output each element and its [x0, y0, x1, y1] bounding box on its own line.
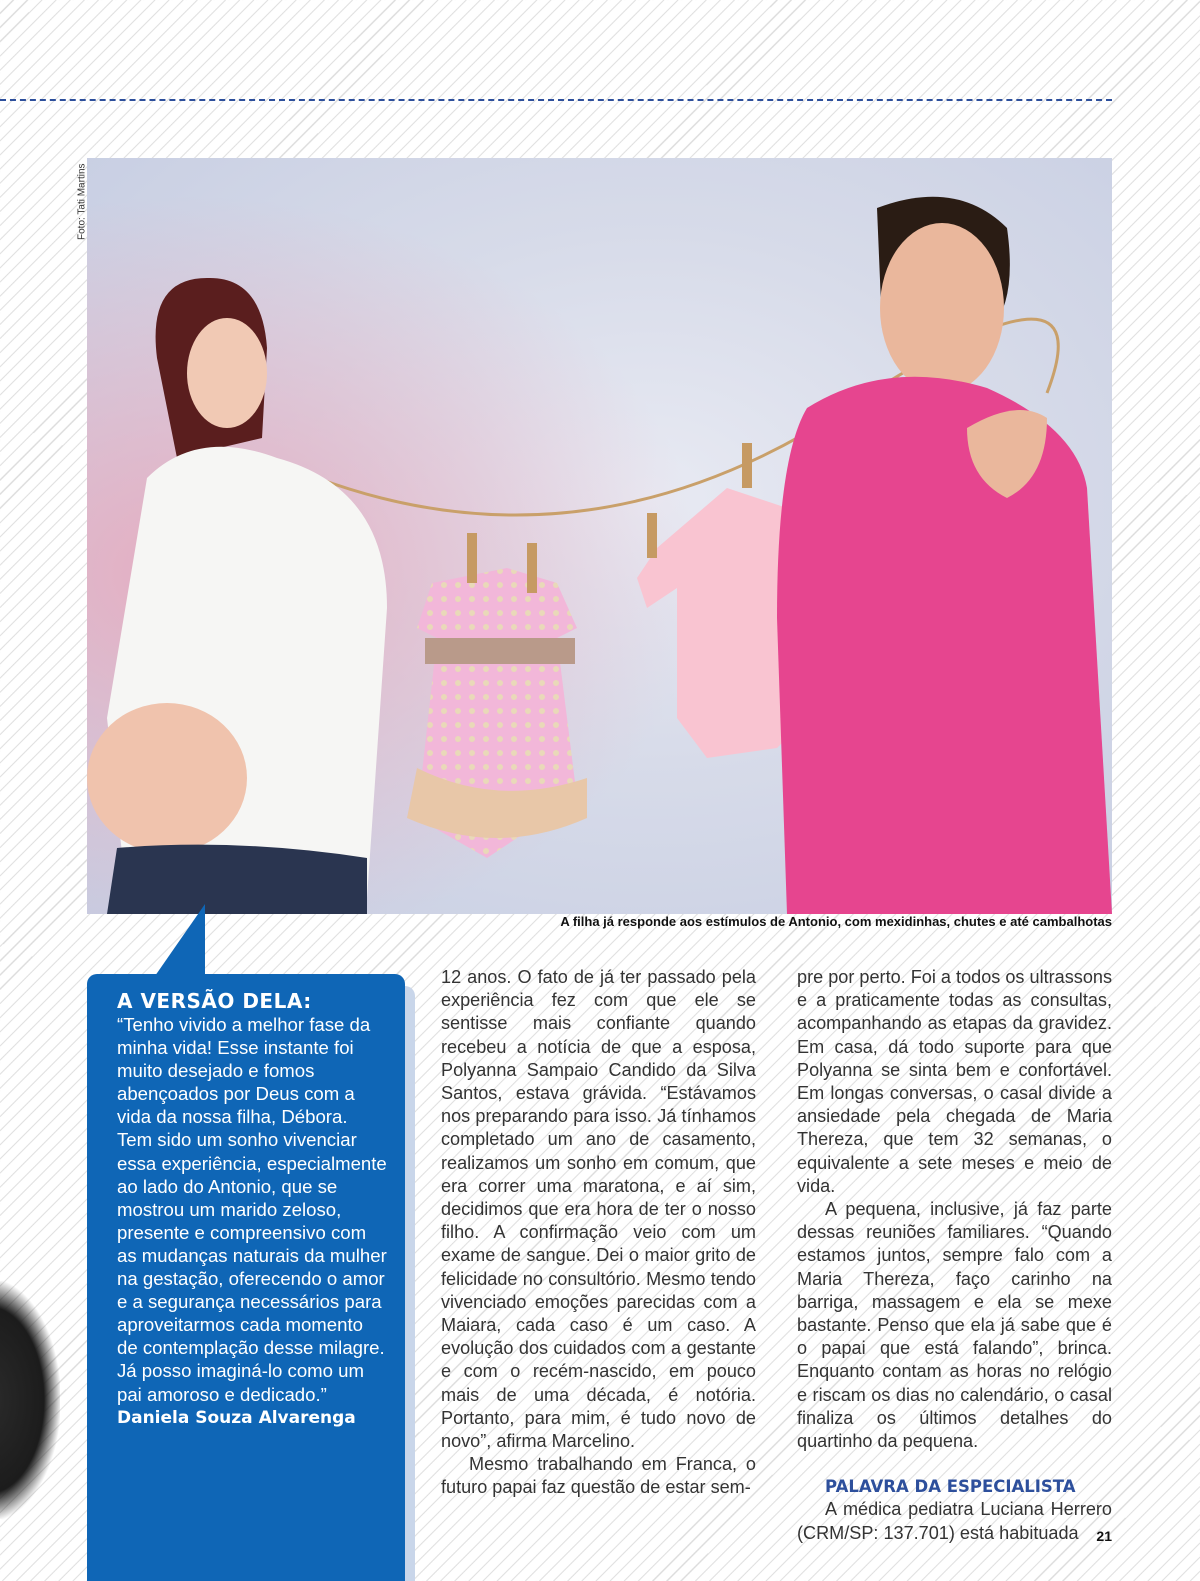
article-paragraph: A médica pediatra Luciana Herrero (CRM/SP: 137.701) está habituada	[797, 1499, 1112, 1543]
edge-shadow-decoration	[0, 1280, 60, 1520]
sidebar-pointer	[155, 904, 205, 976]
article-column-1	[441, 966, 756, 1500]
page-number: 21	[1096, 1528, 1112, 1544]
quote-sidebar	[87, 974, 405, 1581]
photo-caption: A filha já responde aos estímulos de Antonio, com mexidinhas, chutes e até cambalhotas	[560, 914, 1112, 929]
sidebar-author: Daniela Souza Alvarenga	[117, 1407, 356, 1428]
top-dashed-rule	[0, 99, 1112, 101]
article-paragraph: A pequena, inclusive, já faz parte dessas reuniões familiares. “Quando estamos juntos, sempre falo com a Maria Thereza, faço carinho na barriga, massagem e ela se mexe bastante. Penso que ela já sabe que é o papai que está falando”, brinca. Enquanto contam as horas no relógio e riscam os dias no calendário, o casal finaliza os últimos detalhes do quartinho da pequena.	[797, 1199, 1112, 1452]
photo-credit: Foto: Tati Martins	[76, 163, 88, 240]
sidebar-quote: “Tenho vivido a melhor fase da minha vida! Esse instante foi muito desejado e fomos abençoados por Deus com a vida da nossa filha, Débora. Tem sido um sonho vivenciar essa experiência, especialmente ao lado do Antonio, que se mostrou um marido zeloso, presente e compreensivo com as mudanças naturais da mulher na gestação, oferecendo o amor e a segurança necessários para aproveitarmos cada momento de contemplação desse milagre. Já posso imaginá-lo como um pai amoroso e dedicado.”	[117, 1014, 387, 1405]
sidebar-heading: A VERSÃO DELA:	[117, 989, 312, 1013]
couple-photo	[87, 158, 1112, 914]
section-heading: PALAVRA DA ESPECIALISTA	[825, 1477, 1076, 1497]
article-column-2	[797, 966, 1112, 1545]
article-paragraph: 12 anos. O fato de já ter passado pela experiência fez com que ele se sentisse mais confiante quando recebeu a notícia de que a esposa, Polyanna Sampaio Candido da Silva Santos, estava grávida. “Estávamos nos preparando para isso. Já tínhamos completado um ano de casamento, realizamos um sonho em comum, que era correr uma maratona, e aí sim, decidimos que era hora de ter o nosso filho. A confirmação veio com um exame de sangue. Dei o maior grito de felicidade no consultório. Mesmo tendo vivenciado emoções parecidas com a Maiara, cada caso é um caso. A evolução dos cuidados com a gestante e com o recém-nascido, em pouco mais de uma década, é notória. Portanto, para mim, é tudo novo de novo”, afirma Marcelino.	[441, 967, 756, 1452]
article-paragraph: pre por perto. Foi a todos os ultrassons e a praticamente todas as consultas, acompanhando as etapas da gravidez. Em casa, dá todo suporte para que Polyanna se sinta bem e confortável. Em longas conversas, o casal divide a ansiedade pela chegada de Maria Thereza, que tem 32 semanas, o equivalente a sete meses e meio de vida.	[797, 967, 1112, 1196]
article-paragraph: Mesmo trabalhando em Franca, o futuro papai faz questão de estar sem-	[441, 1454, 756, 1498]
